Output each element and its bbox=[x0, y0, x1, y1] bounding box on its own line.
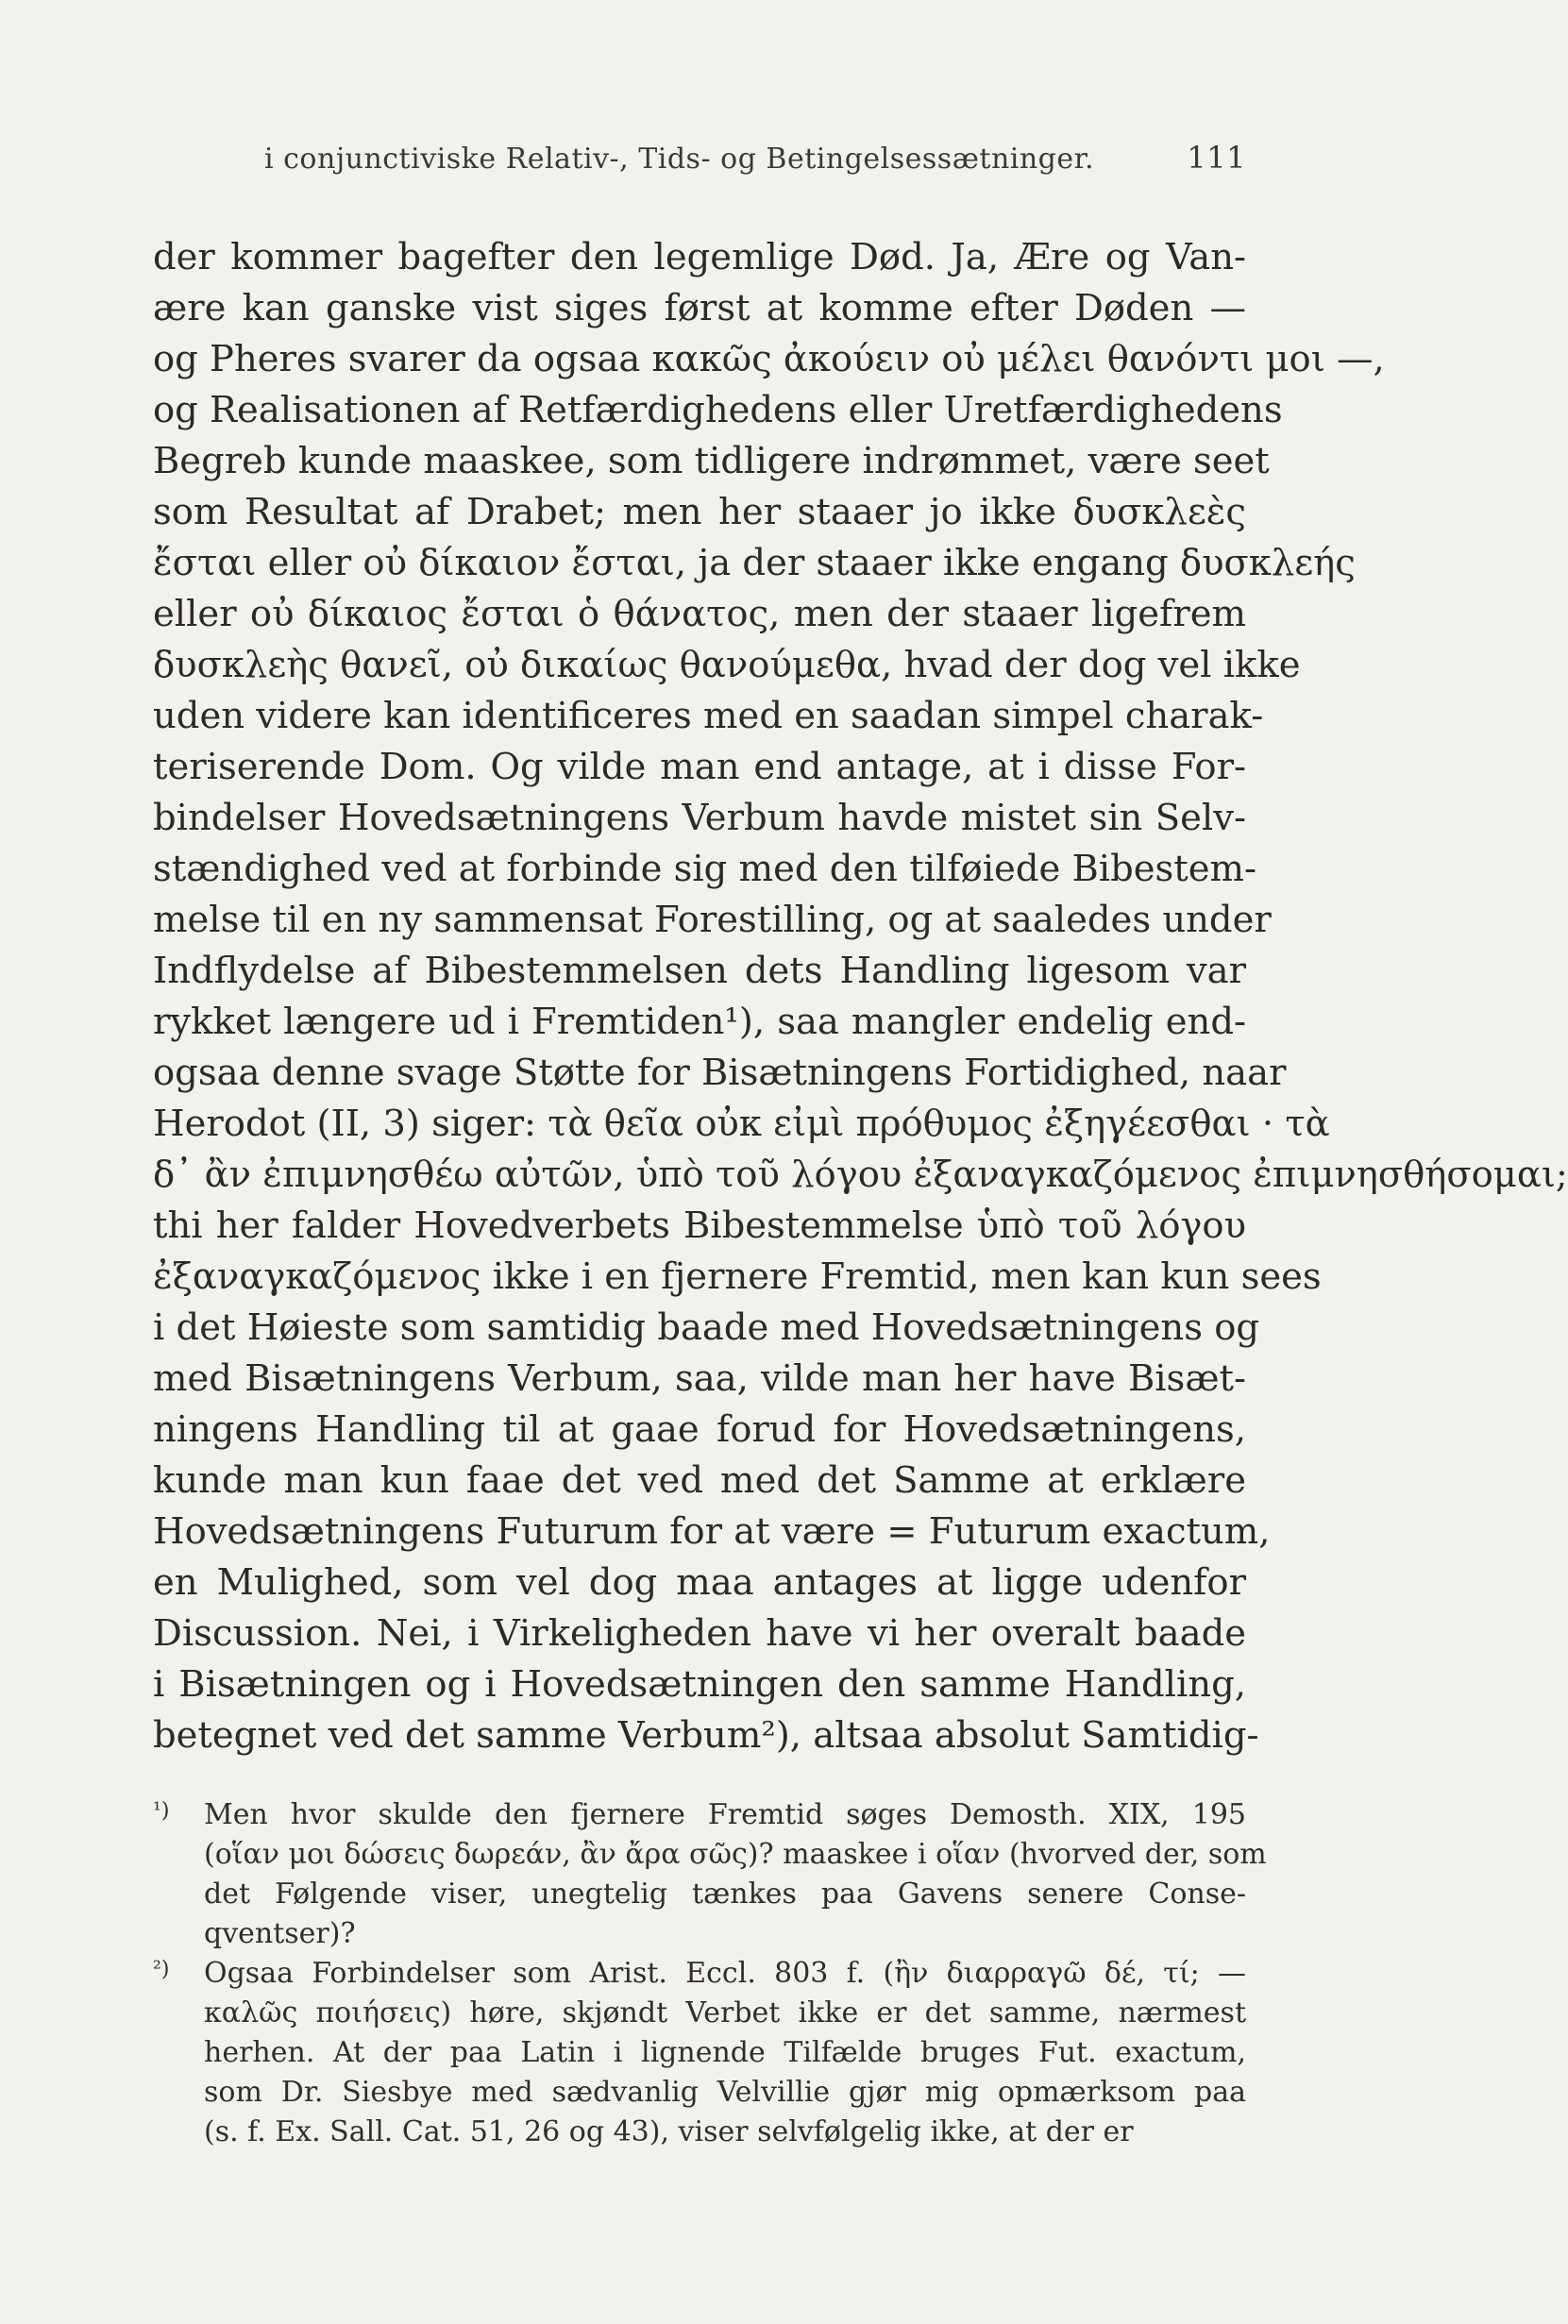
footnote bbox=[153, 1954, 1246, 2152]
text-line: som Resultat af Drabet; men her staaer jo ikke δυσκλεὲς bbox=[153, 491, 1246, 533]
text-line: ἔσται eller οὐ δίκαιον ἔσται, ja der staaer ikke engang δυσκλεής bbox=[153, 542, 1356, 584]
footnote-mark: ¹) bbox=[153, 1799, 170, 1823]
main-text bbox=[153, 232, 1568, 1761]
footnote-line: (s. f. Ex. Sall. Cat. 51, 26 og 43), viser selvfølgelig ikke, at der er bbox=[204, 2115, 1134, 2148]
text-line: i det Høieste som samtidig baade med Hovedsætningens og bbox=[153, 1306, 1260, 1349]
footnote-line: qventser)? bbox=[204, 1917, 356, 1950]
footnote-line: Men hvor skulde den fjernere Fremtid søges Demosth. XIX, 195 bbox=[204, 1798, 1246, 1831]
text-line: og Realisationen af Retfærdighedens eller Uretfærdighedens bbox=[153, 389, 1283, 431]
text-line: Begreb kunde maaskee, som tidligere indrømmet, være seet bbox=[153, 440, 1270, 482]
footnote-line: καλῶς ποιήσεις) høre, skjøndt Verbet ikke er det samme, nærmest bbox=[204, 1996, 1246, 2029]
running-header bbox=[264, 140, 1246, 196]
text-line: melse til en ny sammensat Forestilling, og at saaledes under bbox=[153, 899, 1272, 941]
footnote-line: (οἵαν μοι δώσεις δωρεάν, ἂν ἄρα σῶς)? maaskee i οἵαν (hvorved der, som bbox=[204, 1838, 1267, 1871]
text-line: der kommer bagefter den legemlige Død. Ja, Ære og Van- bbox=[153, 236, 1246, 278]
running-title: i conjunctiviske Relativ-, Tids- og Betingelsessætninger. bbox=[264, 143, 1095, 176]
text-line: thi her falder Hovedverbets Bibestemmelse ὑπὸ τοῦ λόγου bbox=[153, 1204, 1246, 1247]
footnote-line: det Følgende viser, unegtelig tænkes paa Gavens senere Conse- bbox=[204, 1878, 1246, 1911]
footnotes bbox=[153, 1795, 1267, 2152]
text-line: uden videre kan identificeres med en saadan simpel charak- bbox=[153, 695, 1264, 737]
text-line: Discussion. Nei, i Virkeligheden have vi her overalt baade bbox=[153, 1612, 1246, 1655]
text-line: teriserende Dom. Og vilde man end antage, at i disse For- bbox=[153, 746, 1246, 788]
footnote-line: herhen. At der paa Latin i lignende Tilfælde bruges Fut. exactum, bbox=[204, 2036, 1246, 2069]
text-line: eller οὐ δίκαιος ἔσται ὁ θάνατος, men der staaer ligefrem bbox=[153, 593, 1246, 635]
book-page bbox=[153, 140, 1568, 2152]
text-line: i Bisætningen og i Hovedsætningen den samme Handling, bbox=[153, 1663, 1246, 1706]
text-line: og Pheres svarer da ogsaa κακῶς ἀκούειν οὐ μέλει θανόντι μοι —, bbox=[153, 338, 1385, 380]
text-line: kunde man kun faae det ved med det Samme at erklære bbox=[153, 1459, 1246, 1502]
text-line: en Mulighed, som vel dog maa antages at ligge udenfor bbox=[153, 1561, 1246, 1604]
text-line: med Bisætningens Verbum, saa, vilde man her have Bisæt- bbox=[153, 1357, 1246, 1400]
footnote-line: Ogsaa Forbindelser som Arist. Eccl. 803 f. (ἢν διαρραγῶ δέ, τί; — bbox=[204, 1957, 1246, 1990]
text-line: δυσκλεὴς θανεῖ, οὐ δικαίως θανούμεθα, hvad der dog vel ikke bbox=[153, 644, 1301, 686]
text-line: δ᾽ ἂν ἐπιμνησθέω αὐτῶν, ὑπὸ τοῦ λόγου ἐξαναγκαζόμενος ἐπιμνησθήσομαι; bbox=[153, 1154, 1568, 1196]
text-line: ogsaa denne svage Støtte for Bisætningens Fortidighed, naar bbox=[153, 1052, 1287, 1094]
footnote bbox=[153, 1795, 1267, 1954]
text-line: Herodot (II, 3) siger: τὰ θεῖα οὐκ εἰμὶ πρόθυμος ἐξηγέεσθαι · τὰ bbox=[153, 1103, 1330, 1145]
text-line: stændighed ved at forbinde sig med den tilføiede Bibestem- bbox=[153, 848, 1257, 890]
footnote-line: som Dr. Siesbye med sædvanlig Velvillie gjør mig opmærksom paa bbox=[204, 2076, 1246, 2109]
text-line: rykket længere ud i Fremtiden¹), saa mangler endelig end- bbox=[153, 1001, 1246, 1043]
text-line: Hovedsætningens Futurum for at være = Futurum exactum, bbox=[153, 1510, 1271, 1553]
page-number: 111 bbox=[1187, 140, 1246, 176]
text-line: bindelser Hovedsætningens Verbum havde mistet sin Selv- bbox=[153, 797, 1246, 839]
text-line: ningens Handling til at gaae forud for Hovedsætningens, bbox=[153, 1408, 1246, 1451]
text-line: ἐξαναγκαζόμενος ikke i en fjernere Fremtid, men kan kun sees bbox=[153, 1255, 1322, 1298]
text-line: ære kan ganske vist siges først at komme efter Døden — bbox=[153, 287, 1246, 329]
text-line: Indflydelse af Bibestemmelsen dets Handling ligesom var bbox=[153, 950, 1246, 992]
text-line: betegnet ved det samme Verbum²), altsaa absolut Samtidig- bbox=[153, 1714, 1259, 1757]
footnote-mark: ²) bbox=[153, 1958, 170, 1981]
